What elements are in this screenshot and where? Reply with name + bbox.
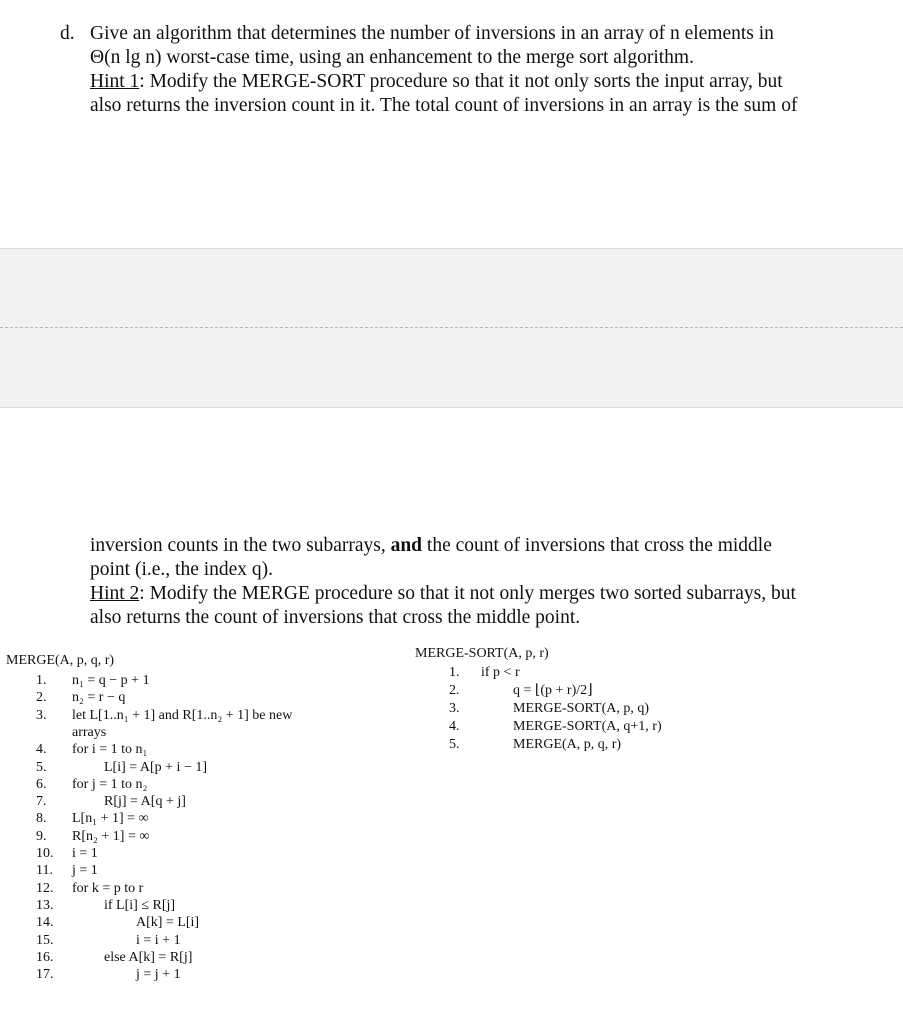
page-break-gap xyxy=(0,248,903,408)
merge-line-number: 14. xyxy=(36,915,54,931)
merge-line-text: j = 1 xyxy=(72,863,98,879)
hint1-line-1 xyxy=(90,70,783,94)
merge-line-text: i = 1 xyxy=(72,846,98,861)
merge-sort-line-text: MERGE-SORT(A, q+1, r) xyxy=(513,719,662,734)
merge-line-text: n₂ = r − q xyxy=(72,690,126,706)
merge-line-text: if L[i] ≤ R[j] xyxy=(104,897,176,913)
merge-line-number: 16. xyxy=(36,949,54,965)
merge-line-text: A[k] = L[i] xyxy=(136,915,200,931)
merge-line-number: 6. xyxy=(36,776,47,792)
merge-line-text: L[n₁ + 1] = ∞ xyxy=(72,811,149,827)
merge-sort-line-text: if p < r xyxy=(481,665,520,680)
merge-line-text: let L[1..n₁ + 1] and R[1..n₂ + 1] be new xyxy=(72,707,293,723)
merge-sort-line-number: 2. xyxy=(449,683,460,698)
question-line-1: Give an algorithm that determines the number of inversions in an array of n elements in xyxy=(90,23,774,44)
question-label: d. xyxy=(60,23,75,44)
merge-sort-line-number: 5. xyxy=(449,737,460,752)
merge-sort-header: MERGE-SORT(A, p, r) xyxy=(415,646,549,661)
merge-line-text: n₁ = q − p + 1 xyxy=(72,673,150,688)
merge-line-text: for j = 1 to n₂ xyxy=(72,776,148,792)
hint2-line-1 xyxy=(90,582,796,606)
merge-sort-line-text: MERGE(A, p, q, r) xyxy=(513,737,622,752)
page-break-divider xyxy=(0,327,903,328)
merge-line-text: for i = 1 to n₁ xyxy=(72,742,148,758)
merge-line-number: 1. xyxy=(36,673,47,688)
merge-line-number: 8. xyxy=(36,811,47,827)
hint2-text: : Modify the MERGE procedure so that it not only merges two sorted subarrays, but xyxy=(139,583,796,604)
merge-line-number: 13. xyxy=(36,897,54,913)
merge-line-text: i = i + 1 xyxy=(136,932,181,948)
cont-line-2: point (i.e., the index q). xyxy=(90,559,274,580)
merge-line-number: 5. xyxy=(36,759,47,775)
cont-line-1-a: inversion counts in the two subarrays, xyxy=(90,535,391,556)
merge-sort-line-number: 4. xyxy=(449,719,460,734)
hint1-line-2: also returns the inversion count in it. The total count of inversions in an array is the sum of xyxy=(90,95,798,116)
merge-line-text: R[j] = A[q + j] xyxy=(104,794,186,810)
merge-line-text: j = j + 1 xyxy=(136,967,181,983)
hint1-label: Hint 1 xyxy=(90,71,140,92)
hint1-text: : Modify the MERGE-SORT procedure so that it not only sorts the input array, but xyxy=(139,71,783,92)
question-line-2: Θ(n lg n) worst-case time, using an enhancement to the merge sort algorithm. xyxy=(90,47,694,68)
merge-line-text: arrays xyxy=(72,724,107,740)
merge-line-number: 12. xyxy=(36,880,54,896)
cont-line-1-bold: and xyxy=(390,535,423,556)
merge-line-text: for k = p to r xyxy=(72,880,144,896)
merge-sort-line-number: 3. xyxy=(449,701,460,716)
merge-line-number: 11. xyxy=(36,863,53,879)
hint2-label: Hint 2 xyxy=(90,583,140,604)
merge-line-number: 4. xyxy=(36,742,47,758)
merge-line-number: 9. xyxy=(36,828,47,844)
merge-pseudocode xyxy=(6,652,406,1012)
merge-line-number: 7. xyxy=(36,794,47,810)
merge-sort-line-number: 1. xyxy=(449,665,460,680)
merge-sort-line-text: q = ⌊(p + r)/2⌋ xyxy=(513,683,593,698)
cont-line-1-c: the count of inversions that cross the middle xyxy=(422,535,772,556)
merge-sort-pseudocode xyxy=(415,645,715,765)
merge-header: MERGE(A, p, q, r) xyxy=(6,653,115,668)
merge-sort-line-text: MERGE-SORT(A, p, q) xyxy=(513,701,650,716)
merge-line-text: R[n₂ + 1] = ∞ xyxy=(72,828,150,844)
hint2-line-2: also returns the count of inversions that cross the middle point. xyxy=(90,607,581,628)
merge-line-number: 3. xyxy=(36,707,47,723)
merge-line-number: 10. xyxy=(36,846,54,861)
cont-line-1 xyxy=(90,534,772,558)
merge-line-text: else A[k] = R[j] xyxy=(104,949,193,965)
merge-line-number: 17. xyxy=(36,967,54,983)
merge-line-number: 2. xyxy=(36,690,47,706)
merge-line-number: 15. xyxy=(36,932,54,948)
merge-line-text: L[i] = A[p + i − 1] xyxy=(104,759,208,775)
